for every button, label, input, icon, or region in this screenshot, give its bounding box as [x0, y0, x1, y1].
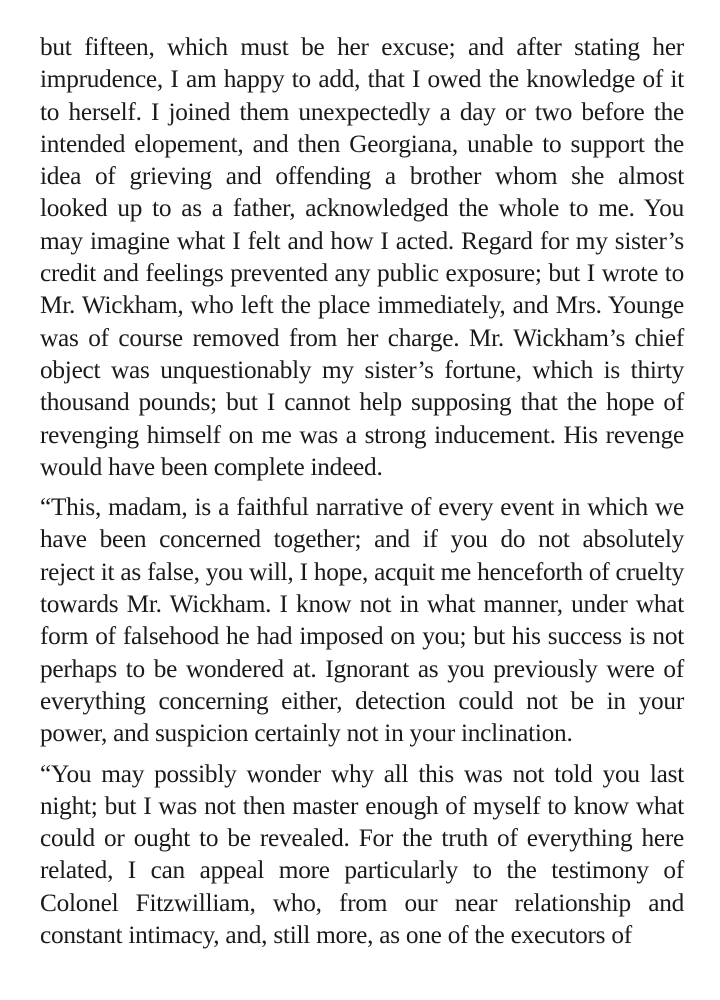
paragraph-1: but fifteen, which must be her excuse; and after stating her imprudence, I am happy to add, that I owed the knowledge of it to herself. I joined them unexpectedly a day or two before the intended elopement, and then Georgiana, unable to support the idea of grieving and offending a brother whom she almost looked up to as a father, acknowledged the whole to me. You may imagine what I felt and how I acted. Regard for my sister’s credit and feelings prevented any public exposure; but I wrote to Mr. Wickham, who left the place immediately, and Mrs. Younge was of course removed from her charge. Mr. Wickham’s chief object was unquestionably my sister’s fortune, which is thirty thousand pounds; but I cannot help supposing that the hope of revenging himself on me was a strong inducement. His revenge would have been complete indeed. — [40, 33, 684, 481]
paragraph-3: “You may possibly wonder why all this was not told you last night; but I was not then master enough of myself to know what could or ought to be revealed. For the truth of everything here related, I can appeal more particularly to the testimony of Colonel Fitzwilliam, who, from our near relationship and constant intimacy, and, still more, as one of the executors of — [40, 759, 684, 950]
paragraph-2: “This, madam, is a faithful narrative of every event in which we have been concerned together; and if you do not absolutely reject it as false, you will, I hope, acquit me henceforth of cruelty towards Mr. Wickham. I know not in what manner, under what form of falsehood he had imposed on you; but his success is not perhaps to be wondered at. Ignorant as you previously were of everything concerning either, detection could not be in your power, and suspicion certainly not in your inclination. — [40, 493, 684, 748]
